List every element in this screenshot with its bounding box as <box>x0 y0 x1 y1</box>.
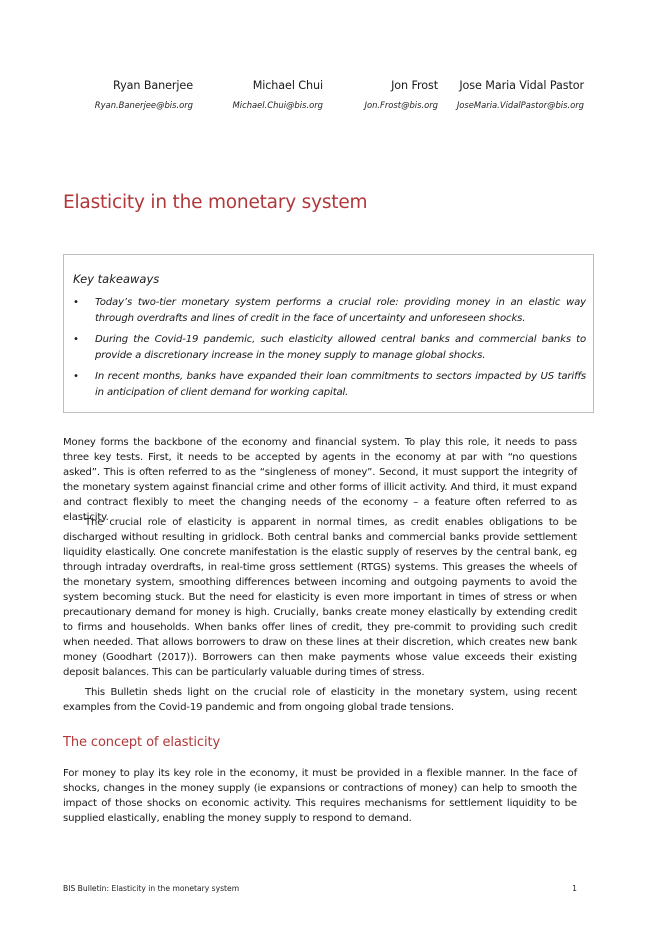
author <box>438 78 584 111</box>
author-email[interactable]: Jon.Frost@bis.org <box>364 100 438 110</box>
document-title: Elasticity in the monetary system <box>63 192 368 213</box>
key-takeaways-box <box>63 254 594 413</box>
key-takeaways-heading: Key takeaways <box>73 272 160 286</box>
section-heading: The concept of elasticity <box>63 735 221 750</box>
key-takeaway-item <box>73 332 586 364</box>
author-email[interactable]: Ryan.Banerjee@bis.org <box>94 100 193 110</box>
key-takeaway-item <box>73 295 586 327</box>
body-paragraph: The crucial role of elasticity is apparent in normal times, as credit enables obligations to be discharged without resulting in gridlock. Both central banks and commercial banks provide settlement liquidity elastically. One concrete manifestation is the elastic supply of reserves by the central bank, eg through intraday overdrafts, in real-time gross settlement (RTGS) systems. This greases the wheels of the monetary system, smoothing differences between incoming and outgoing payments to avoid the system becoming stuck. But the need for elasticity is even more important in times of stress or when precautionary demand for money is high. Crucially, banks create money elastically by extending credit to firms and households. When banks offer lines of credit, they pre-commit to providing such credit when needed. That allows borrowers to draw on these lines at their discretion, which creates new bank money (Goodhart (2017)). Borrowers can then make payments whose value exceeds their existing deposit balances. This can be particularly valuable during times of stress. <box>63 517 577 678</box>
running-title: BIS Bulletin: Elasticity in the monetary system <box>63 884 240 893</box>
author-name: Michael Chui <box>252 79 323 92</box>
author-name: Ryan Banerjee <box>113 79 193 92</box>
bullet-icon: • <box>73 334 79 346</box>
page-number: 1 <box>572 884 577 893</box>
author-list <box>63 78 584 111</box>
bullet-icon: • <box>73 297 79 308</box>
key-takeaway-item <box>73 369 586 401</box>
author-email[interactable]: Michael.Chui@bis.org <box>232 100 323 110</box>
body-paragraph: This Bulletin sheds light on the crucial role of elasticity in the monetary system, using recent examples from the Covid-19 pandemic and from ongoing global trade tensions. <box>63 687 577 713</box>
bullet-icon: • <box>73 371 79 383</box>
author-name: Jon Frost <box>391 79 438 92</box>
author <box>193 78 323 111</box>
author <box>323 78 438 111</box>
author-name: Jose Maria Vidal Pastor <box>459 79 584 92</box>
author-email[interactable]: JoseMaria.VidalPastor@bis.org <box>456 100 584 110</box>
author <box>63 78 193 111</box>
page-footer <box>63 884 577 893</box>
key-takeaways-list <box>73 295 586 406</box>
body-paragraph: Money forms the backbone of the economy and financial system. To play this role, it needs to pass three key tests. First, it needs to be accepted by agents in the economy at par with “no questions asked”. This is often referred to as the “singleness of money”. Second, it must support the integrity of the monetary system against financial crime and other forms of illicit activity. And third, it must expand and contract flexibly to meet the changing needs of the economy – a feature often referred to as elasticity. <box>63 437 577 523</box>
key-takeaway-text: Today’s two-tier monetary system performs a crucial role: providing money in an elastic way through overdrafts and lines of credit in the face of uncertainty and unforeseen shocks. <box>95 297 586 324</box>
body-paragraph: For money to play its key role in the economy, it must be provided in a flexible manner. In the face of shocks, changes in the money supply (ie expansions or contractions of money) can help to smooth the impact of those shocks on economic activity. This requires mechanisms for settlement liquidity to be supplied elastically, enabling the money supply to respond to demand. <box>63 768 577 824</box>
key-takeaway-text: In recent months, banks have expanded their loan commitments to sectors impacted by US tariffs in anticipation of client demand for working capital. <box>95 371 586 398</box>
key-takeaway-text: During the Covid-19 pandemic, such elasticity allowed central banks and commercial banks to provide a discretionary increase in the money supply to manage global shocks. <box>95 334 586 361</box>
